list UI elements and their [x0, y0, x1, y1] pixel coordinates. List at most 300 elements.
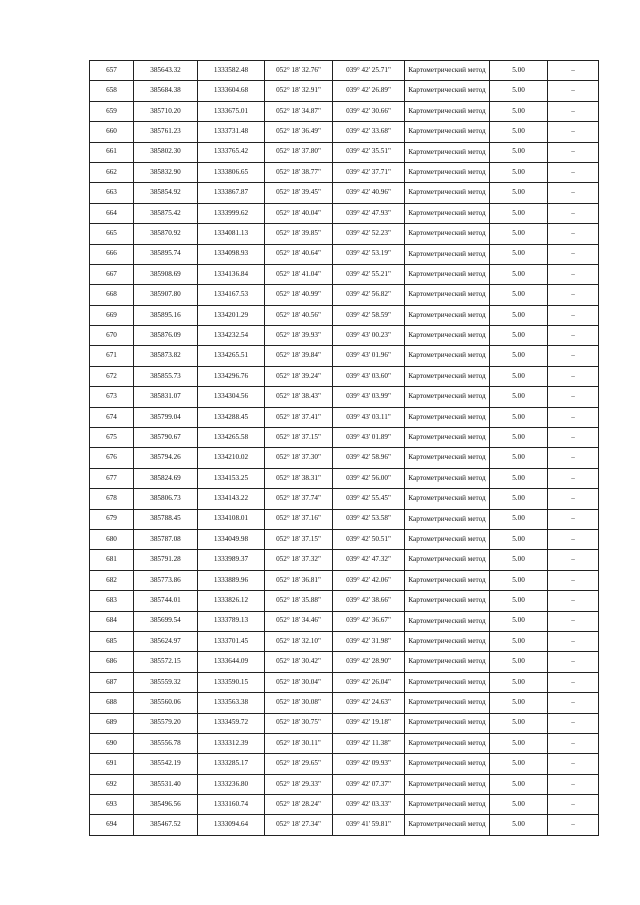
table-row — [90, 489, 599, 509]
accuracy-cell: 5.00 — [490, 550, 548, 570]
method-cell: Картометрический метод — [405, 244, 490, 264]
x-coordinate-cell: 385802.30 — [134, 142, 198, 162]
method-cell: Картометрический метод — [405, 815, 490, 835]
longitude-cell: 039° 43' 00.23" — [333, 326, 405, 346]
y-coordinate-cell: 1333459.72 — [198, 713, 265, 733]
y-coordinate-cell: 1333989.37 — [198, 550, 265, 570]
longitude-cell: 039° 42' 07.37" — [333, 774, 405, 794]
x-coordinate-cell: 385787.08 — [134, 529, 198, 549]
point-number-cell: 686 — [90, 652, 134, 672]
longitude-cell: 039° 43' 01.89" — [333, 428, 405, 448]
point-number-cell: 663 — [90, 183, 134, 203]
method-cell: Картометрический метод — [405, 142, 490, 162]
table-row — [90, 101, 599, 121]
y-coordinate-cell: 1334098.93 — [198, 244, 265, 264]
y-coordinate-cell: 1334265.51 — [198, 346, 265, 366]
method-cell: Картометрический метод — [405, 224, 490, 244]
note-cell: – — [548, 81, 599, 101]
accuracy-cell: 5.00 — [490, 162, 548, 182]
x-coordinate-cell: 385832.90 — [134, 162, 198, 182]
x-coordinate-cell: 385870.92 — [134, 224, 198, 244]
longitude-cell: 039° 42' 40.96" — [333, 183, 405, 203]
accuracy-cell: 5.00 — [490, 733, 548, 753]
note-cell: – — [548, 591, 599, 611]
point-number-cell: 675 — [90, 428, 134, 448]
accuracy-cell: 5.00 — [490, 264, 548, 284]
note-cell: – — [548, 795, 599, 815]
table-row — [90, 61, 599, 81]
y-coordinate-cell: 1334265.58 — [198, 428, 265, 448]
note-cell: – — [548, 448, 599, 468]
x-coordinate-cell: 385794.26 — [134, 448, 198, 468]
note-cell: – — [548, 326, 599, 346]
note-cell: – — [548, 203, 599, 223]
point-number-cell: 679 — [90, 509, 134, 529]
x-coordinate-cell: 385559.32 — [134, 672, 198, 692]
accuracy-cell: 5.00 — [490, 326, 548, 346]
note-cell: – — [548, 244, 599, 264]
method-cell: Картометрический метод — [405, 529, 490, 549]
note-cell: – — [548, 264, 599, 284]
method-cell: Картометрический метод — [405, 611, 490, 631]
y-coordinate-cell: 1333765.42 — [198, 142, 265, 162]
x-coordinate-cell: 385806.73 — [134, 489, 198, 509]
latitude-cell: 052° 18' 37.15" — [265, 428, 333, 448]
x-coordinate-cell: 385624.97 — [134, 631, 198, 651]
note-cell: – — [548, 672, 599, 692]
note-cell: – — [548, 570, 599, 590]
longitude-cell: 039° 42' 30.66" — [333, 101, 405, 121]
latitude-cell: 052° 18' 39.84" — [265, 346, 333, 366]
accuracy-cell: 5.00 — [490, 407, 548, 427]
note-cell: – — [548, 61, 599, 81]
table-row — [90, 285, 599, 305]
accuracy-cell: 5.00 — [490, 101, 548, 121]
x-coordinate-cell: 385710.20 — [134, 101, 198, 121]
latitude-cell: 052° 18' 30.04" — [265, 672, 333, 692]
method-cell: Картометрический метод — [405, 428, 490, 448]
latitude-cell: 052° 18' 37.30" — [265, 448, 333, 468]
note-cell: – — [548, 285, 599, 305]
x-coordinate-cell: 385761.23 — [134, 122, 198, 142]
table-row — [90, 795, 599, 815]
table-row — [90, 326, 599, 346]
longitude-cell: 039° 42' 56.00" — [333, 468, 405, 488]
y-coordinate-cell: 1333675.01 — [198, 101, 265, 121]
accuracy-cell: 5.00 — [490, 693, 548, 713]
latitude-cell: 052° 18' 34.46" — [265, 611, 333, 631]
y-coordinate-cell: 1334232.54 — [198, 326, 265, 346]
x-coordinate-cell: 385496.56 — [134, 795, 198, 815]
y-coordinate-cell: 1334210.02 — [198, 448, 265, 468]
point-number-cell: 694 — [90, 815, 134, 835]
longitude-cell: 039° 42' 09.93" — [333, 754, 405, 774]
accuracy-cell: 5.00 — [490, 122, 548, 142]
method-cell: Картометрический метод — [405, 183, 490, 203]
y-coordinate-cell: 1333563.38 — [198, 693, 265, 713]
point-number-cell: 689 — [90, 713, 134, 733]
longitude-cell: 039° 42' 33.68" — [333, 122, 405, 142]
point-number-cell: 685 — [90, 631, 134, 651]
accuracy-cell: 5.00 — [490, 774, 548, 794]
longitude-cell: 039° 43' 01.96" — [333, 346, 405, 366]
longitude-cell: 039° 42' 47.93" — [333, 203, 405, 223]
note-cell: – — [548, 183, 599, 203]
x-coordinate-cell: 385556.78 — [134, 733, 198, 753]
accuracy-cell: 5.00 — [490, 346, 548, 366]
table-row — [90, 529, 599, 549]
accuracy-cell: 5.00 — [490, 224, 548, 244]
x-coordinate-cell: 385560.06 — [134, 693, 198, 713]
note-cell: – — [548, 366, 599, 386]
table-row — [90, 387, 599, 407]
longitude-cell: 039° 42' 42.06" — [333, 570, 405, 590]
x-coordinate-cell: 385873.82 — [134, 346, 198, 366]
point-number-cell: 672 — [90, 366, 134, 386]
accuracy-cell: 5.00 — [490, 142, 548, 162]
y-coordinate-cell: 1333285.17 — [198, 754, 265, 774]
x-coordinate-cell: 385531.40 — [134, 774, 198, 794]
method-cell: Картометрический метод — [405, 672, 490, 692]
y-coordinate-cell: 1334081.13 — [198, 224, 265, 244]
accuracy-cell: 5.00 — [490, 489, 548, 509]
y-coordinate-cell: 1334201.29 — [198, 305, 265, 325]
longitude-cell: 039° 42' 38.66" — [333, 591, 405, 611]
latitude-cell: 052° 18' 40.99" — [265, 285, 333, 305]
table-row — [90, 81, 599, 101]
longitude-cell: 039° 42' 53.19" — [333, 244, 405, 264]
y-coordinate-cell: 1334167.53 — [198, 285, 265, 305]
point-number-cell: 693 — [90, 795, 134, 815]
accuracy-cell: 5.00 — [490, 183, 548, 203]
x-coordinate-cell: 385579.20 — [134, 713, 198, 733]
point-number-cell: 658 — [90, 81, 134, 101]
point-number-cell: 662 — [90, 162, 134, 182]
note-cell: – — [548, 550, 599, 570]
longitude-cell: 039° 42' 03.33" — [333, 795, 405, 815]
y-coordinate-cell: 1333312.39 — [198, 733, 265, 753]
point-number-cell: 667 — [90, 264, 134, 284]
note-cell: – — [548, 468, 599, 488]
accuracy-cell: 5.00 — [490, 795, 548, 815]
x-coordinate-cell: 385788.45 — [134, 509, 198, 529]
x-coordinate-cell: 385854.92 — [134, 183, 198, 203]
method-cell: Картометрический метод — [405, 61, 490, 81]
table-row — [90, 244, 599, 264]
point-number-cell: 665 — [90, 224, 134, 244]
table-row — [90, 428, 599, 448]
method-cell: Картометрический метод — [405, 407, 490, 427]
latitude-cell: 052° 18' 28.24" — [265, 795, 333, 815]
table-row — [90, 774, 599, 794]
point-number-cell: 690 — [90, 733, 134, 753]
latitude-cell: 052° 18' 32.91" — [265, 81, 333, 101]
accuracy-cell: 5.00 — [490, 570, 548, 590]
note-cell: – — [548, 407, 599, 427]
y-coordinate-cell: 1334304.56 — [198, 387, 265, 407]
method-cell: Картометрический метод — [405, 570, 490, 590]
table-row — [90, 672, 599, 692]
latitude-cell: 052° 18' 30.75" — [265, 713, 333, 733]
latitude-cell: 052° 18' 40.64" — [265, 244, 333, 264]
point-number-cell: 659 — [90, 101, 134, 121]
accuracy-cell: 5.00 — [490, 285, 548, 305]
x-coordinate-cell: 385643.32 — [134, 61, 198, 81]
x-coordinate-cell: 385790.67 — [134, 428, 198, 448]
note-cell: – — [548, 346, 599, 366]
note-cell: – — [548, 611, 599, 631]
table-row — [90, 733, 599, 753]
x-coordinate-cell: 385799.04 — [134, 407, 198, 427]
y-coordinate-cell: 1334153.25 — [198, 468, 265, 488]
method-cell: Картометрический метод — [405, 591, 490, 611]
table-row — [90, 509, 599, 529]
note-cell: – — [548, 733, 599, 753]
point-number-cell: 677 — [90, 468, 134, 488]
note-cell: – — [548, 142, 599, 162]
latitude-cell: 052° 18' 37.15" — [265, 529, 333, 549]
latitude-cell: 052° 18' 30.11" — [265, 733, 333, 753]
method-cell: Картометрический метод — [405, 509, 490, 529]
x-coordinate-cell: 385831.07 — [134, 387, 198, 407]
longitude-cell: 039° 42' 50.51" — [333, 529, 405, 549]
accuracy-cell: 5.00 — [490, 672, 548, 692]
method-cell: Картометрический метод — [405, 366, 490, 386]
method-cell: Картометрический метод — [405, 285, 490, 305]
point-number-cell: 682 — [90, 570, 134, 590]
x-coordinate-cell: 385875.42 — [134, 203, 198, 223]
y-coordinate-cell: 1333590.15 — [198, 672, 265, 692]
accuracy-cell: 5.00 — [490, 509, 548, 529]
latitude-cell: 052° 18' 39.24" — [265, 366, 333, 386]
method-cell: Картометрический метод — [405, 387, 490, 407]
y-coordinate-cell: 1334136.84 — [198, 264, 265, 284]
x-coordinate-cell: 385824.69 — [134, 468, 198, 488]
accuracy-cell: 5.00 — [490, 468, 548, 488]
x-coordinate-cell: 385684.38 — [134, 81, 198, 101]
longitude-cell: 039° 41' 59.81" — [333, 815, 405, 835]
table-row — [90, 346, 599, 366]
longitude-cell: 039° 42' 26.04" — [333, 672, 405, 692]
latitude-cell: 052° 18' 37.16" — [265, 509, 333, 529]
longitude-cell: 039° 43' 03.99" — [333, 387, 405, 407]
latitude-cell: 052° 18' 38.43" — [265, 387, 333, 407]
note-cell: – — [548, 693, 599, 713]
accuracy-cell: 5.00 — [490, 244, 548, 264]
table-row — [90, 142, 599, 162]
x-coordinate-cell: 385855.73 — [134, 366, 198, 386]
table-row — [90, 448, 599, 468]
longitude-cell: 039° 42' 35.51" — [333, 142, 405, 162]
accuracy-cell: 5.00 — [490, 81, 548, 101]
method-cell: Картометрический метод — [405, 489, 490, 509]
table-row — [90, 264, 599, 284]
point-number-cell: 684 — [90, 611, 134, 631]
latitude-cell: 052° 18' 41.04" — [265, 264, 333, 284]
table-row — [90, 183, 599, 203]
y-coordinate-cell: 1333582.48 — [198, 61, 265, 81]
point-number-cell: 681 — [90, 550, 134, 570]
table-row — [90, 570, 599, 590]
note-cell: – — [548, 387, 599, 407]
point-number-cell: 680 — [90, 529, 134, 549]
point-number-cell: 687 — [90, 672, 134, 692]
x-coordinate-cell: 385908.69 — [134, 264, 198, 284]
y-coordinate-cell: 1333731.48 — [198, 122, 265, 142]
method-cell: Картометрический метод — [405, 693, 490, 713]
point-number-cell: 668 — [90, 285, 134, 305]
table-row — [90, 468, 599, 488]
x-coordinate-cell: 385895.16 — [134, 305, 198, 325]
method-cell: Картометрический метод — [405, 81, 490, 101]
latitude-cell: 052° 18' 39.45" — [265, 183, 333, 203]
method-cell: Картометрический метод — [405, 264, 490, 284]
accuracy-cell: 5.00 — [490, 366, 548, 386]
y-coordinate-cell: 1333160.74 — [198, 795, 265, 815]
y-coordinate-cell: 1333604.68 — [198, 81, 265, 101]
latitude-cell: 052° 18' 32.10" — [265, 631, 333, 651]
latitude-cell: 052° 18' 29.33" — [265, 774, 333, 794]
table-row — [90, 815, 599, 835]
longitude-cell: 039° 42' 19.18" — [333, 713, 405, 733]
note-cell: – — [548, 631, 599, 651]
latitude-cell: 052° 18' 40.56" — [265, 305, 333, 325]
longitude-cell: 039° 42' 31.98" — [333, 631, 405, 651]
y-coordinate-cell: 1333889.96 — [198, 570, 265, 590]
latitude-cell: 052° 18' 39.85" — [265, 224, 333, 244]
note-cell: – — [548, 529, 599, 549]
table-row — [90, 203, 599, 223]
method-cell: Картометрический метод — [405, 774, 490, 794]
note-cell: – — [548, 713, 599, 733]
method-cell: Картометрический метод — [405, 795, 490, 815]
x-coordinate-cell: 385542.19 — [134, 754, 198, 774]
y-coordinate-cell: 1334288.45 — [198, 407, 265, 427]
table-row — [90, 305, 599, 325]
x-coordinate-cell: 385744.01 — [134, 591, 198, 611]
point-number-cell: 683 — [90, 591, 134, 611]
point-number-cell: 666 — [90, 244, 134, 264]
point-number-cell: 657 — [90, 61, 134, 81]
note-cell: – — [548, 162, 599, 182]
accuracy-cell: 5.00 — [490, 448, 548, 468]
point-number-cell: 664 — [90, 203, 134, 223]
accuracy-cell: 5.00 — [490, 591, 548, 611]
note-cell: – — [548, 428, 599, 448]
table-row — [90, 713, 599, 733]
y-coordinate-cell: 1333701.45 — [198, 631, 265, 651]
latitude-cell: 052° 18' 37.80" — [265, 142, 333, 162]
latitude-cell: 052° 18' 30.42" — [265, 652, 333, 672]
accuracy-cell: 5.00 — [490, 631, 548, 651]
latitude-cell: 052° 18' 39.93" — [265, 326, 333, 346]
method-cell: Картометрический метод — [405, 733, 490, 753]
method-cell: Картометрический метод — [405, 631, 490, 651]
method-cell: Картометрический метод — [405, 346, 490, 366]
x-coordinate-cell: 385895.74 — [134, 244, 198, 264]
longitude-cell: 039° 42' 53.58" — [333, 509, 405, 529]
accuracy-cell: 5.00 — [490, 611, 548, 631]
longitude-cell: 039° 42' 24.63" — [333, 693, 405, 713]
point-number-cell: 661 — [90, 142, 134, 162]
latitude-cell: 052° 18' 36.81" — [265, 570, 333, 590]
y-coordinate-cell: 1333644.09 — [198, 652, 265, 672]
table-row — [90, 652, 599, 672]
accuracy-cell: 5.00 — [490, 713, 548, 733]
note-cell: – — [548, 815, 599, 835]
accuracy-cell: 5.00 — [490, 815, 548, 835]
accuracy-cell: 5.00 — [490, 652, 548, 672]
note-cell: – — [548, 101, 599, 121]
y-coordinate-cell: 1334108.01 — [198, 509, 265, 529]
x-coordinate-cell: 385467.52 — [134, 815, 198, 835]
table-row — [90, 591, 599, 611]
method-cell: Картометрический метод — [405, 162, 490, 182]
longitude-cell: 039° 42' 58.59" — [333, 305, 405, 325]
latitude-cell: 052° 18' 32.76" — [265, 61, 333, 81]
y-coordinate-cell: 1333867.87 — [198, 183, 265, 203]
longitude-cell: 039° 42' 25.71" — [333, 61, 405, 81]
accuracy-cell: 5.00 — [490, 305, 548, 325]
accuracy-cell: 5.00 — [490, 529, 548, 549]
method-cell: Картометрический метод — [405, 652, 490, 672]
latitude-cell: 052° 18' 37.41" — [265, 407, 333, 427]
point-number-cell: 669 — [90, 305, 134, 325]
point-number-cell: 676 — [90, 448, 134, 468]
note-cell: – — [548, 774, 599, 794]
table-row — [90, 631, 599, 651]
method-cell: Картометрический метод — [405, 203, 490, 223]
table-row — [90, 407, 599, 427]
y-coordinate-cell: 1333806.65 — [198, 162, 265, 182]
latitude-cell: 052° 18' 27.34" — [265, 815, 333, 835]
latitude-cell: 052° 18' 37.32" — [265, 550, 333, 570]
y-coordinate-cell: 1333236.80 — [198, 774, 265, 794]
method-cell: Картометрический метод — [405, 468, 490, 488]
y-coordinate-cell: 1333789.13 — [198, 611, 265, 631]
longitude-cell: 039° 42' 28.90" — [333, 652, 405, 672]
point-number-cell: 671 — [90, 346, 134, 366]
y-coordinate-cell: 1333999.62 — [198, 203, 265, 223]
table-row — [90, 611, 599, 631]
latitude-cell: 052° 18' 34.87" — [265, 101, 333, 121]
longitude-cell: 039° 42' 37.71" — [333, 162, 405, 182]
accuracy-cell: 5.00 — [490, 203, 548, 223]
latitude-cell: 052° 18' 36.49" — [265, 122, 333, 142]
longitude-cell: 039° 42' 26.89" — [333, 81, 405, 101]
latitude-cell: 052° 18' 37.74" — [265, 489, 333, 509]
method-cell: Картометрический метод — [405, 448, 490, 468]
x-coordinate-cell: 385572.15 — [134, 652, 198, 672]
point-number-cell: 660 — [90, 122, 134, 142]
x-coordinate-cell: 385791.28 — [134, 550, 198, 570]
table-row — [90, 754, 599, 774]
x-coordinate-cell: 385876.09 — [134, 326, 198, 346]
y-coordinate-cell: 1333826.12 — [198, 591, 265, 611]
note-cell: – — [548, 122, 599, 142]
point-number-cell: 670 — [90, 326, 134, 346]
longitude-cell: 039° 42' 55.45" — [333, 489, 405, 509]
x-coordinate-cell: 385773.86 — [134, 570, 198, 590]
latitude-cell: 052° 18' 29.65" — [265, 754, 333, 774]
longitude-cell: 039° 42' 47.32" — [333, 550, 405, 570]
note-cell: – — [548, 754, 599, 774]
latitude-cell: 052° 18' 40.04" — [265, 203, 333, 223]
point-number-cell: 674 — [90, 407, 134, 427]
method-cell: Картометрический метод — [405, 122, 490, 142]
accuracy-cell: 5.00 — [490, 61, 548, 81]
y-coordinate-cell: 1334049.98 — [198, 529, 265, 549]
